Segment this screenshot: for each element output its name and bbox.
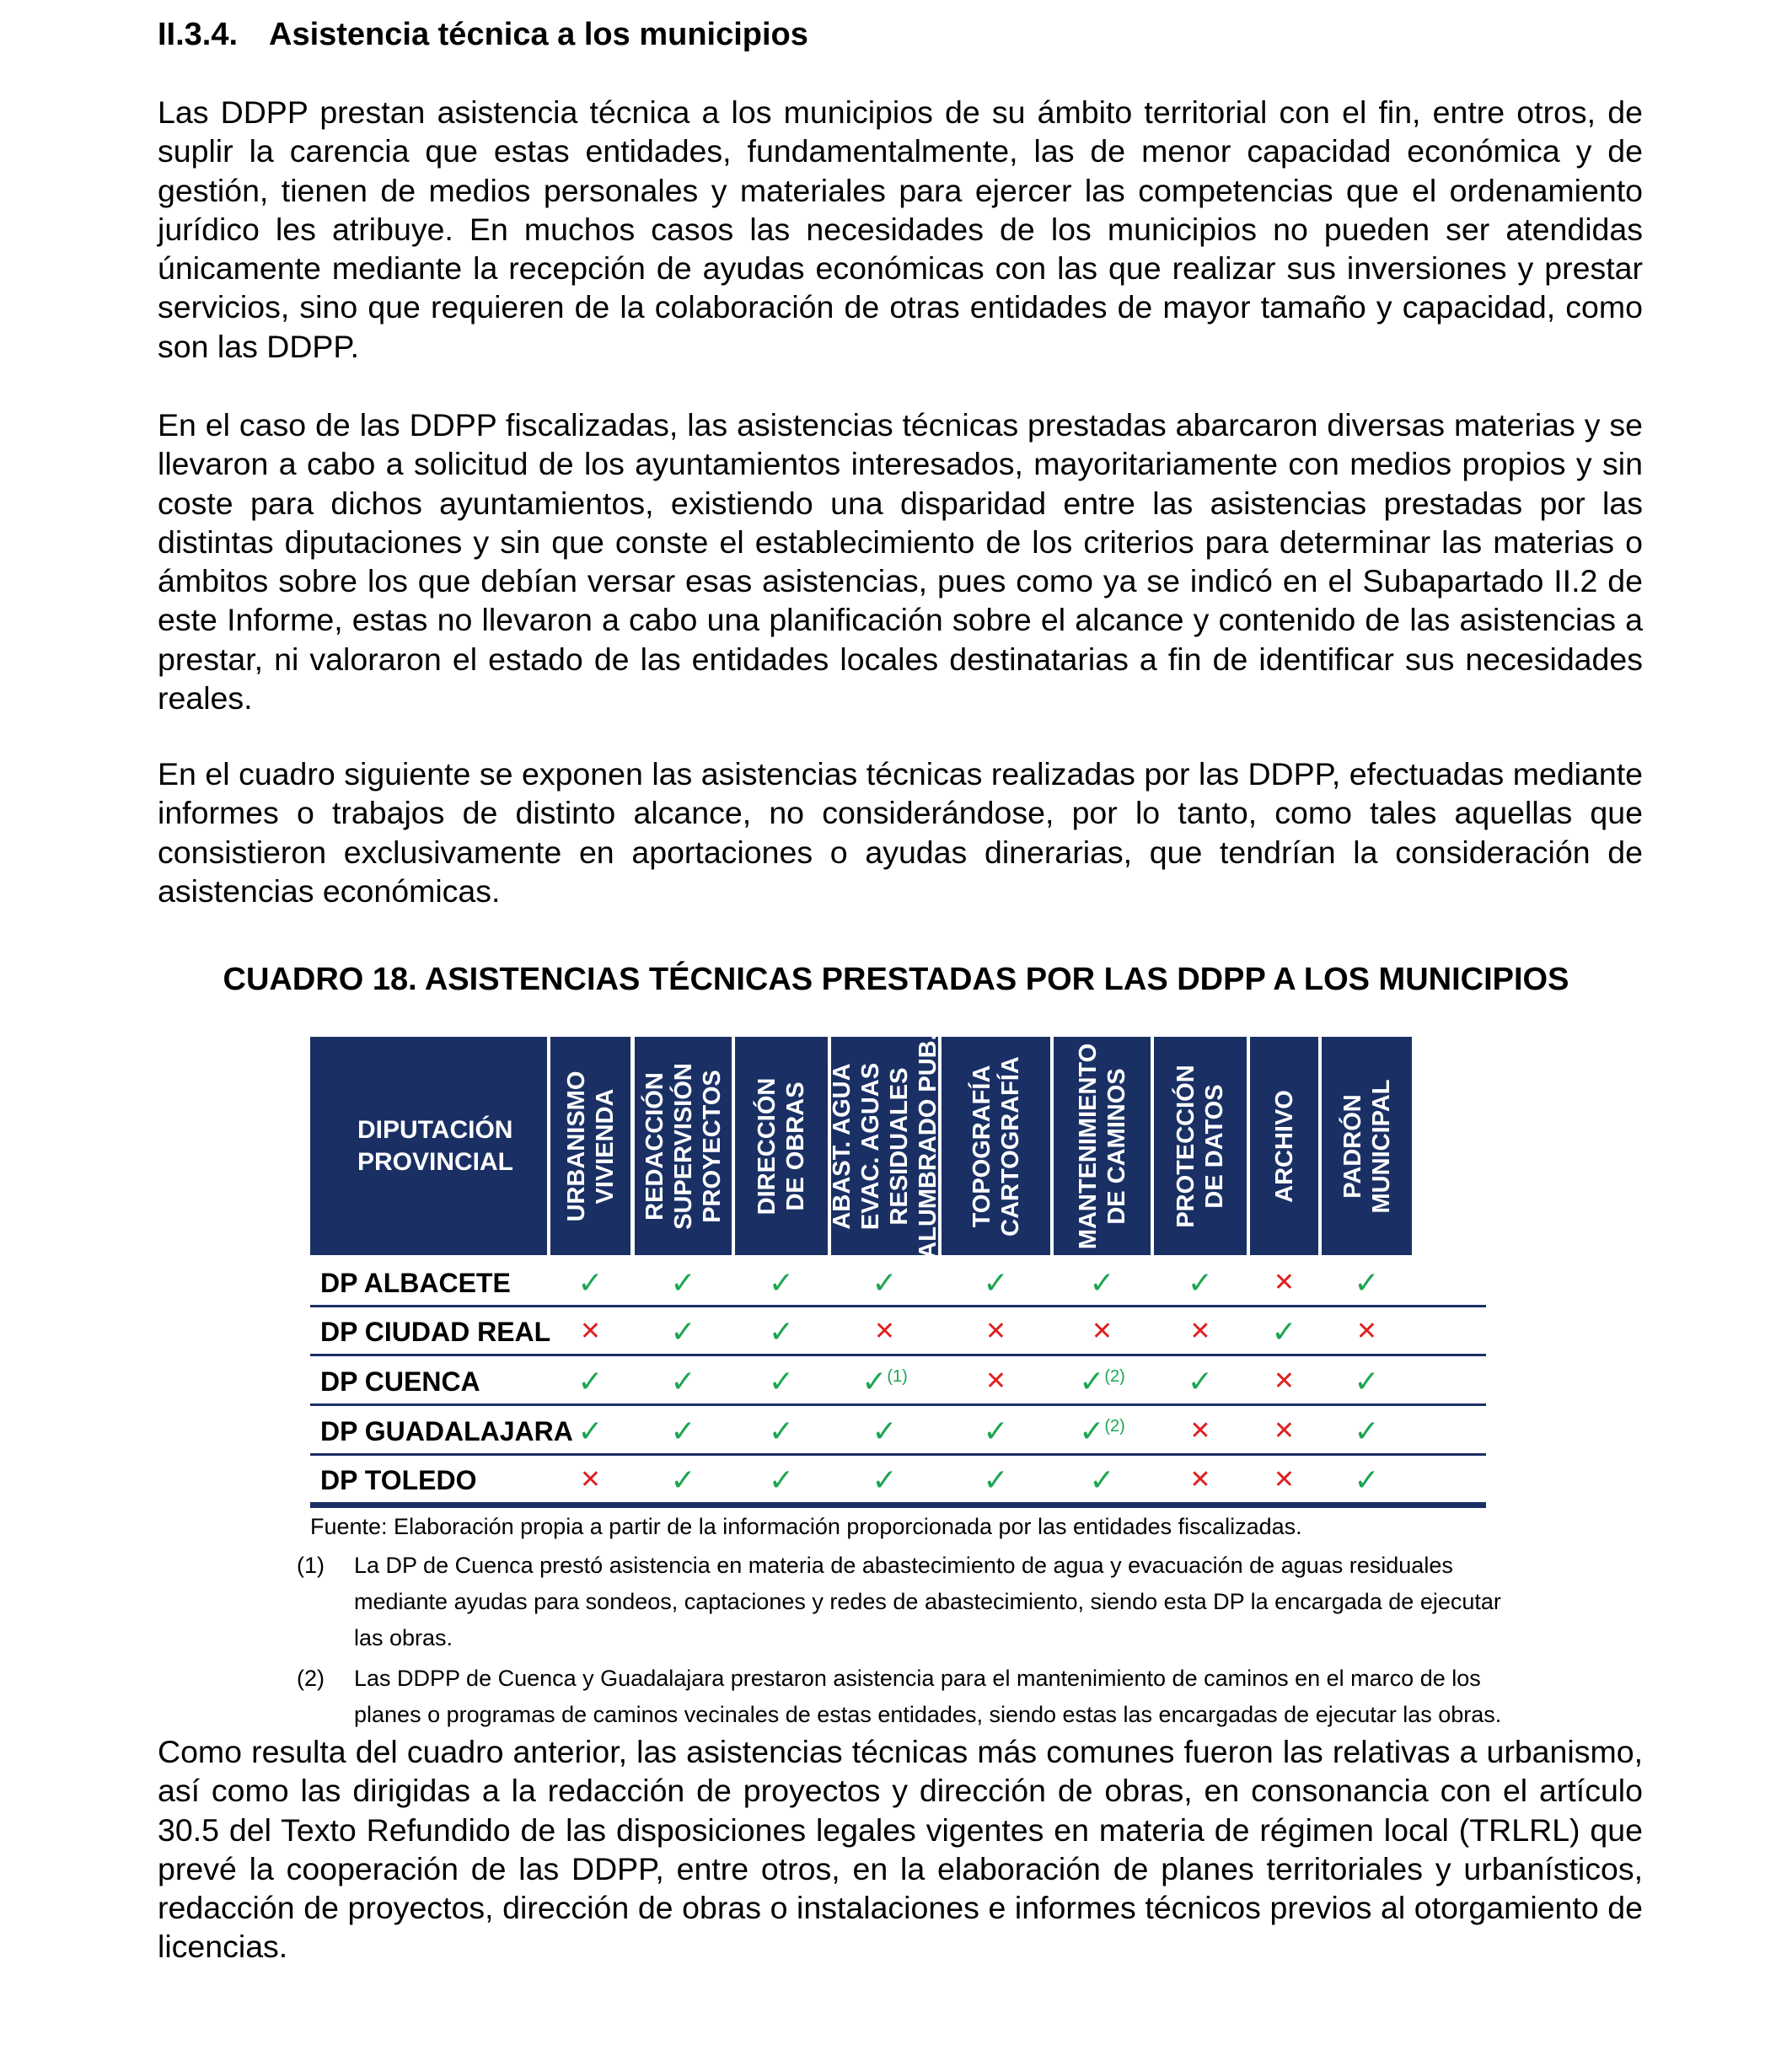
header-column-line: ABAST. AGUA [828,1062,856,1230]
check-icon: ✓ [768,1414,795,1448]
table-cell [635,1456,732,1505]
cross-icon: ✕ [1273,1466,1296,1494]
header-column-line: ALUMBRADO PUB. [914,1033,942,1259]
section-number: II.3.4. [158,17,239,52]
cross-icon: ✕ [1189,1317,1211,1345]
table-cell [1054,1258,1151,1307]
header-column-line: DE CAMINOS [1103,1067,1130,1225]
header-column-1 [550,1037,630,1255]
header-column-3 [735,1037,828,1255]
table-cell [550,1456,630,1505]
paragraph-text: Como resulta del cuadro anterior, las asistencias técnicas más comunes fueron las relativas a urbanismo, así como las dirigidas a la redacción de proyectos y dirección de obras, en consonancia con el artículo 30.5 del Texto Refundido de las disposiciones legales vigentes en materia de régimen local (TRLRL) que prevé la cooperación de las DDPP, entre otros, en la elaboración de planes territoriales y urbanísticos, redacción de proyectos, dirección de obras o instalaciones e informes técnicos previos al otorgamiento de licencias. [158,1734,1643,1965]
table-cell [1054,1357,1151,1406]
header-column-line: CARTOGRAFÍA [996,1055,1024,1237]
table-cell [1054,1407,1151,1456]
check-icon: ✓ [577,1265,604,1300]
header-column-2 [635,1037,732,1255]
footnote-ref: (1) [887,1367,908,1386]
cross-icon: ✕ [873,1317,896,1345]
table-cell [942,1307,1050,1356]
row-label: DP TOLEDO [320,1465,477,1495]
check-icon: ✓ [577,1364,604,1398]
header-column-line: ARCHIVO [1270,1089,1298,1203]
table-cell [635,1307,732,1356]
row-label: DP CIUDAD REAL [320,1317,551,1347]
table-cell [1322,1357,1412,1406]
footnote-label: (2) [297,1666,325,1691]
table-cell [550,1258,630,1307]
section-heading [158,17,808,53]
paragraph-2 [158,405,1643,717]
table-cell [1322,1258,1412,1307]
header-column-5 [942,1037,1050,1255]
table-cell [1250,1258,1318,1307]
header-column-line: PADRÓN [1339,1093,1366,1199]
paragraph-3 [158,754,1643,910]
check-icon: ✓ [1089,1265,1115,1300]
header-column-line: VIVIENDA [591,1088,619,1204]
header-column-line: DIRECCIÓN [754,1077,781,1215]
table-cell [831,1258,938,1307]
table-cell [635,1258,732,1307]
table-cell [1154,1258,1247,1307]
row-divider [310,1502,1486,1508]
cross-icon: ✕ [985,1367,1007,1395]
table-row [310,1258,1486,1307]
table-cell [1250,1307,1318,1356]
paragraph-1 [158,93,1643,366]
row-label: DP CUENCA [320,1366,480,1397]
footnote-label: (1) [297,1553,325,1578]
header-column-4 [828,1033,942,1259]
check-icon: ✓ [670,1364,696,1398]
cross-icon: ✕ [1273,1269,1296,1296]
cross-icon: ✕ [985,1317,1007,1345]
paragraph-text: Las DDPP prestan asistencia técnica a los municipios de su ámbito territorial con el fin, entre otros, de suplir la carencia que estas entidades, fundamentalmente, las de menor capacidad económica y de gestión, tienen de medios personales y materiales para ejercer las competencias que el ordenamiento jurídico les atribuye. En muchos casos las necesidades de los municipios no pueden ser atendidas únicamente mediante la recepción de ayudas económicas con las que realizar sus inversiones y prestar servicios, sino que requieren de la colaboración de otras entidades de mayor tamaño y capacidad, como son las DDPP. [158,94,1643,364]
row-label: DP ALBACETE [320,1268,511,1298]
check-icon: ✓ [872,1462,898,1497]
table-cell [831,1456,938,1505]
header-diputacion [310,1037,547,1255]
footnote-2 [297,1661,1519,1733]
assistance-table [310,1033,1486,1513]
table-cell [1250,1407,1318,1456]
header-column-6 [1054,1037,1151,1255]
header-column-line: REDACCIÓN [641,1071,668,1221]
table-cell [735,1258,828,1307]
header-column-line: MANTENIMIENTO [1074,1043,1102,1249]
header-column-line: DE DATOS [1201,1083,1228,1209]
cross-icon: ✕ [1273,1367,1296,1395]
check-icon: ✓ [670,1414,696,1448]
check-icon: ✓ [1089,1462,1115,1497]
header-column-line: PROTECCIÓN [1172,1064,1199,1228]
table-cell [635,1407,732,1456]
check-icon: ✓ [1354,1364,1380,1398]
table-cell [942,1357,1050,1406]
paragraph-text: En el caso de las DDPP fiscalizadas, las asistencias técnicas prestadas abarcaron diversas materias y se llevaron a cabo a solicitud de los ayuntamientos interesados, mayoritariamente con medios propios y sin coste para dichos ayuntamientos, existiendo una disparidad entre las asistencias prestadas por las distintas diputaciones y sin que conste el establecimiento de los criterios para determinar las materias o ámbitos sobre los que debían versar esas asistencias, pues como ya se indicó en el Subapartado II.2 de este Informe, estas no llevaron a cabo una planificación sobre el alcance y contenido de las asistencias a prestar, ni valoraron el estado de las entidades locales destinatarias a fin de identificar sus necesidades reales. [158,407,1643,716]
footnote-1 [297,1548,1519,1656]
table-cell [735,1456,828,1505]
footnote-ref: (2) [1104,1367,1125,1386]
check-icon: ✓ [1079,1414,1105,1448]
table-cell [1154,1357,1247,1406]
check-icon: ✓ [872,1414,898,1448]
check-icon: ✓ [1187,1364,1214,1398]
table-row [310,1456,1486,1505]
table-cell [831,1307,938,1356]
cross-icon: ✕ [1355,1317,1378,1345]
table-row [310,1407,1486,1456]
table-cell [1250,1456,1318,1505]
check-icon: ✓ [1354,1414,1380,1448]
header-column-7 [1154,1037,1247,1255]
table-cell [735,1307,828,1356]
check-icon: ✓ [670,1265,696,1300]
table-cell [735,1407,828,1456]
footnote-text: Las DDPP de Cuenca y Guadalajara prestaron asistencia para el mantenimiento de caminos en el marco de los planes o programas de caminos vecinales de estas entidades, siendo estas las encargadas de ejecutar las obras. [354,1666,1502,1727]
row-divider [310,1354,1486,1356]
header-diputacion-line: DIPUTACIÓN [357,1115,513,1144]
cross-icon: ✕ [1273,1417,1296,1445]
check-icon: ✓ [1354,1462,1380,1497]
row-label: DP GUADALAJARA [320,1416,573,1446]
cross-icon: ✕ [579,1317,602,1345]
check-icon: ✓ [983,1414,1009,1448]
cross-icon: ✕ [1189,1466,1211,1494]
paragraph-text: En el cuadro siguiente se exponen las asistencias técnicas realizadas por las DDPP, efectuadas mediante informes o trabajos de distinto alcance, no considerándose, por lo tanto, como tales aquellas que consistieron exclusivamente en aportaciones o ayudas dinerarias, que tendrían la consideración de asistencias económicas. [158,756,1643,909]
check-icon: ✓ [1271,1314,1297,1349]
check-icon: ✓ [861,1364,888,1398]
section-title: Asistencia técnica a los municipios [269,17,808,52]
header-column-line: URBANISMO [562,1071,590,1221]
header-column-line: RESIDUALES [885,1067,913,1225]
header-column-line: SUPERVISIÓN [669,1062,697,1230]
check-icon: ✓ [1187,1265,1214,1300]
check-icon: ✓ [872,1265,898,1300]
header-column-line: DE OBRAS [782,1081,809,1211]
table-title: CUADRO 18. ASISTENCIAS TÉCNICAS PRESTADAS POR LAS DDPP A LOS MUNICIPIOS [223,962,1569,997]
check-icon: ✓ [983,1265,1009,1300]
header-column-9 [1322,1037,1412,1255]
paragraph-4 [158,1732,1643,1967]
table-cell [1154,1307,1247,1356]
check-icon: ✓ [1079,1364,1105,1398]
row-divider [310,1403,1486,1406]
table-cell [1322,1456,1412,1505]
check-icon: ✓ [768,1265,795,1300]
table-cell [831,1407,938,1456]
footnotes [297,1548,1519,1737]
table-row [310,1307,1486,1356]
table-cell [831,1357,938,1406]
table-cell [942,1407,1050,1456]
cross-icon: ✕ [1189,1417,1211,1445]
header-diputacion-line: PROVINCIAL [357,1147,514,1176]
table-cell [635,1357,732,1406]
table-source: Fuente: Elaboración propia a partir de la información proporcionada por las entidades fiscalizadas. [310,1514,1302,1539]
cross-icon: ✕ [579,1466,602,1494]
table-cell [1322,1407,1412,1456]
check-icon: ✓ [768,1462,795,1497]
check-icon: ✓ [670,1462,696,1497]
table-cell [735,1357,828,1406]
check-icon: ✓ [577,1414,604,1448]
table-cell [550,1357,630,1406]
table-cell [1154,1407,1247,1456]
check-icon: ✓ [1354,1265,1380,1300]
header-column-line: EVAC. AGUAS [856,1062,884,1230]
table-cell [1322,1307,1412,1356]
check-icon: ✓ [983,1462,1009,1497]
check-icon: ✓ [768,1314,795,1349]
table-cell [1054,1307,1151,1356]
table-cell [942,1258,1050,1307]
check-icon: ✓ [768,1364,795,1398]
table-cell [1054,1456,1151,1505]
table-cell [1250,1357,1318,1406]
check-icon: ✓ [670,1314,696,1349]
table-cell [942,1456,1050,1505]
table-row [310,1357,1486,1406]
table-cell [1154,1456,1247,1505]
table-cell [550,1307,630,1356]
header-column-line: TOPOGRAFÍA [968,1065,995,1227]
footnote-ref: (2) [1104,1417,1125,1436]
header-column-line: PROYECTOS [698,1069,726,1223]
header-column-8 [1250,1037,1318,1255]
footnote-text: La DP de Cuenca prestó asistencia en materia de abastecimiento de agua y evacuación de aguas residuales mediante ayudas para sondeos, captaciones y redes de abastecimiento, siendo esta DP la encargada de ejecutar las obras. [354,1553,1501,1650]
header-column-line: MUNICIPAL [1367,1079,1395,1213]
table-cell [550,1407,630,1456]
cross-icon: ✕ [1091,1317,1113,1345]
